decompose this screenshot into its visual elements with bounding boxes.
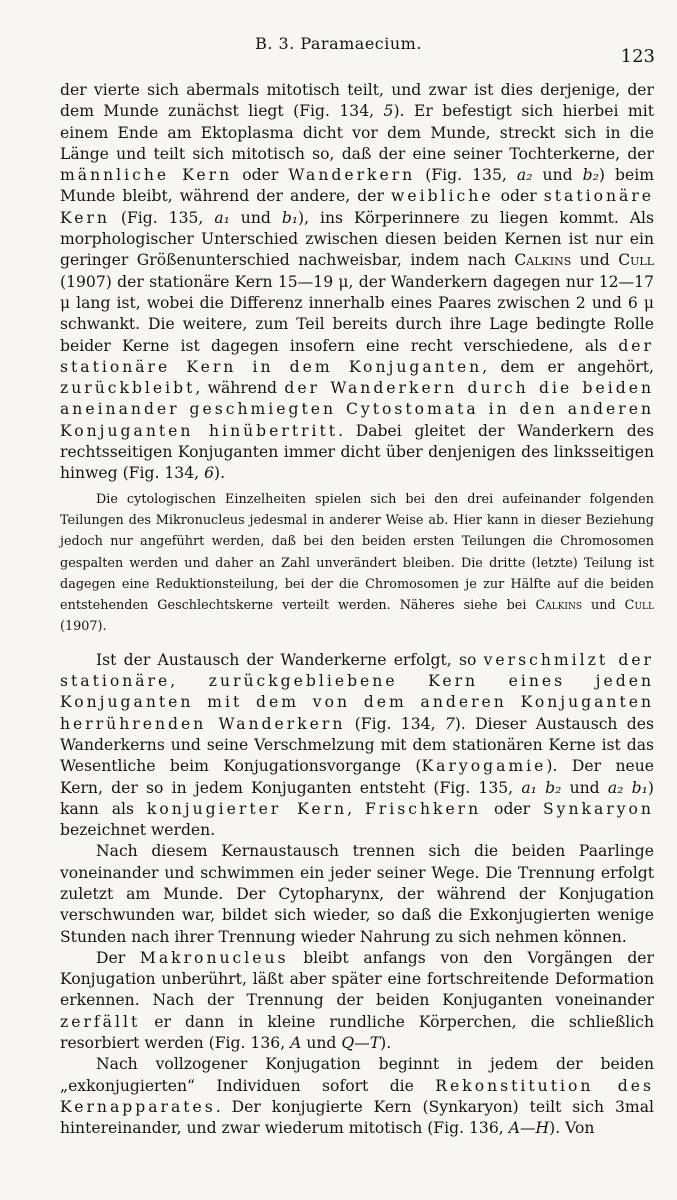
emphasized-term: konjugierter Kern xyxy=(146,799,348,818)
italic-reference: 6 xyxy=(204,464,214,483)
text-run: ), ins Körperinnere zu liegen kommt. Als morphologischer Unterschied zwischen diesen beiden Kernen ist nur ein geringer Größenunterschied nachweisbar, indem nach xyxy=(60,208,655,270)
text-run: , xyxy=(347,799,365,818)
text-run: ). Dieser Austausch des Wanderkerns und seine Verschmelzung mit dem stationären Kerne ist das Wesentliche beim Konjugationsvorgange ( xyxy=(60,714,654,776)
text-run: Ist der Austausch der Wanderkerne erfolgt, so xyxy=(96,650,484,669)
text-run: und xyxy=(582,598,625,614)
text-run: und xyxy=(571,251,619,270)
emphasized-term: zurückbleibt xyxy=(60,379,196,398)
text-run: (1907) der stationäre Kern 15—19 μ, der Wanderkern dagegen nur 12—17 μ lang ist, wobei die Differenz innerhalb eines Paares zwischen 2 und 6 μ schwankt. Die weitere, zum Teil bereits durch ihre Lage bedingte Rolle beider Kerne ist dagegen insofern eine recht verschiedene, als xyxy=(60,272,654,355)
text-run: , dem er angehört, xyxy=(482,357,654,376)
emphasized-term: Synkaryon xyxy=(543,799,654,818)
italic-reference: A—H xyxy=(508,1119,550,1138)
section-title: B. 3. Paramaecium. xyxy=(255,34,422,53)
text-run: ). xyxy=(380,1034,392,1053)
italic-reference: Q—T xyxy=(341,1034,381,1053)
text-run: . Der konjugierte Kern (Synkaryon) teilt sich 3mal hintereinander, und zwar wiederum mitotisch (Fig. 136, xyxy=(60,1097,654,1138)
text-run: und xyxy=(229,208,282,227)
author-name: Cull xyxy=(624,598,654,614)
italic-reference: 5 xyxy=(383,102,394,121)
text-run: ) kann als xyxy=(60,778,654,818)
paragraph-1 xyxy=(60,80,654,485)
text-run: (Fig. 135, xyxy=(109,208,215,227)
text-run: oder xyxy=(493,187,544,206)
text-run: (1907). xyxy=(60,619,107,635)
text-run: und xyxy=(561,778,608,797)
paragraph-6 xyxy=(60,1054,654,1139)
italic-reference: a₂ b₁ xyxy=(607,778,648,797)
text-run: Nach diesem Kernaustausch trennen sich die beiden Paarlinge voneinander und schwimmen ein jeder seiner Wege. Die Trennung erfolgt zuletzt am Munde. Der Cytopharynx, der während der Konjugation verschwunden war, bildet sich wieder, so daß die Exkonjugierten wenige Stunden nach ihrer Trennung wieder Nahrung zu sich nehmen können. xyxy=(60,842,654,946)
emphasized-term: der stationäre Kern in dem Konjuganten xyxy=(60,336,654,376)
emphasized-term: weibliche xyxy=(391,187,494,206)
text-run: er dann in kleine rundliche Körperchen, die schließlich resorbiert werden (Fig. 136, xyxy=(60,1012,654,1053)
italic-reference: A xyxy=(290,1034,302,1053)
paragraph-4 xyxy=(60,841,654,947)
author-name: Calkins xyxy=(514,251,572,270)
emphasized-term: der Wanderkern durch die beiden aneinander geschmiegten Cytostomata in den anderen Konjuganten hinübertritt xyxy=(60,379,654,440)
italic-reference: 7 xyxy=(444,714,455,733)
text-run: oder xyxy=(232,166,289,185)
text-run: Der xyxy=(96,948,140,967)
emphasized-term: männliche Kern xyxy=(60,166,233,185)
page-number: 123 xyxy=(620,46,655,67)
emphasized-term: Karyogamie xyxy=(421,757,547,776)
paragraph-5 xyxy=(60,948,654,1054)
text-run: (Fig. 135, xyxy=(415,166,517,185)
text-run: ). Er befestigt sich hierbei mit einem Ende am Ektoplasma dicht vor dem Munde, streckt sich in die Länge und teilt sich mitotisch so, daß der eine seiner Tochterkerne, der xyxy=(60,102,654,163)
text-run: ). xyxy=(213,464,226,483)
italic-reference: a₁ b₂ xyxy=(521,778,562,797)
body-text xyxy=(60,80,654,1140)
emphasized-term: Wanderkern xyxy=(288,166,416,185)
text-run: der vierte sich abermals mitotisch teilt, und zwar ist dies derjenige, der dem Munde zunächst liegt (Fig. 134, xyxy=(60,81,654,121)
italic-reference: a₁ xyxy=(214,208,230,227)
text-run: und xyxy=(532,166,583,185)
italic-reference: b₁ xyxy=(281,208,299,227)
paragraph-2 xyxy=(60,489,654,638)
text-run: ). Von xyxy=(549,1119,595,1138)
author-name: Calkins xyxy=(535,598,583,614)
text-run: . Dabei gleitet der Wanderkern des rechtsseitigen Konjuganten immer dicht über denjenigen des linksseitigen hinweg (Fig. 134, xyxy=(60,421,654,483)
emphasized-term: stationäre Kern xyxy=(60,187,655,227)
text-run: Die cytologischen Einzelheiten spielen sich bei den drei aufeinander folgenden Teilungen des Mikronucleus jedesmal in anderer Weise ab. Hier kann in dieser Beziehung jedoch nur angeführt werden, daß bei den beiden ersten Teilungen die Chromosomen gespalten werden und daher an Zahl unverändert bleiben. Die dritte (letzte) Teilung ist dagegen eine Reduktionsteilung, bei der die Chromosomen je zur Hälfte auf die beiden entstehenden Geschlechtskerne verteilt werden. Näheres siehe bei xyxy=(60,491,654,614)
text-run: , während xyxy=(195,379,285,398)
paragraph-3 xyxy=(60,650,654,842)
text-run: bleibt anfangs von den Vorgängen der Konjugation unberührt, läßt aber später eine fortschreitende Deformation erkennen. Nach der Trennung der beiden Konjuganten voneinander xyxy=(60,948,654,1010)
text-run: (Fig. 134, xyxy=(345,714,445,733)
italic-reference: b₂ xyxy=(582,166,599,185)
emphasized-term: Makronucleus xyxy=(139,948,289,967)
text-run: oder xyxy=(481,799,543,818)
text-run: ) beim Munde bleibt, während der andere, der xyxy=(60,166,655,206)
author-name: Cull xyxy=(618,251,654,270)
italic-reference: a₂ xyxy=(516,166,533,185)
emphasized-term: Rekonstitution des Kernapparates xyxy=(60,1076,654,1116)
text-run: Nach vollzogener Konjugation beginnt in jedem der beiden „exkonjugierten“ Individuen sofort die xyxy=(60,1055,654,1095)
emphasized-term: verschmilzt der stationäre, zurückgebliebene Kern eines jeden Konjuganten mit dem von dem anderen Konjuganten herrührenden Wanderkern xyxy=(60,650,655,733)
running-head xyxy=(0,34,677,67)
text-run: und xyxy=(301,1034,342,1053)
emphasized-term: zerfällt xyxy=(60,1012,141,1031)
text-run: ). Der neue Kern, der so in jedem Konjuganten entsteht (Fig. 135, xyxy=(60,757,655,797)
emphasized-term: Frischkern xyxy=(364,799,482,818)
text-run: bezeichnet werden. xyxy=(60,821,216,840)
